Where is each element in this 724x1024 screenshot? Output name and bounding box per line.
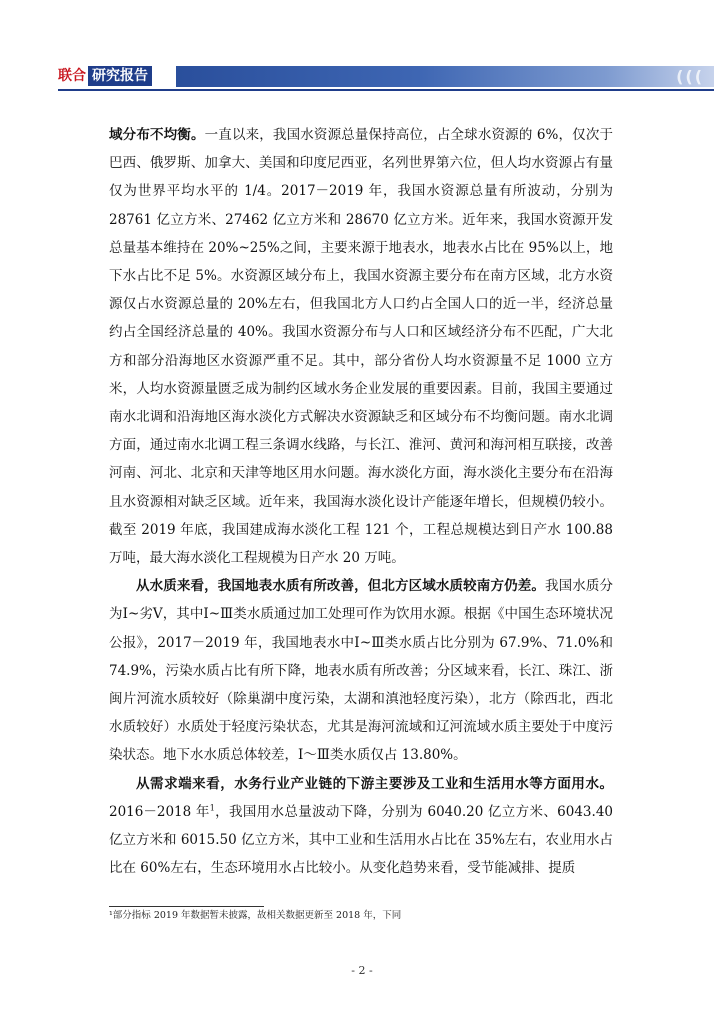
- paragraph-text: 2016－2018 年: [109, 803, 210, 820]
- banner-watermark: (((: [676, 67, 704, 86]
- header-banner: [176, 66, 714, 87]
- paragraph-water-demand: [109, 770, 613, 883]
- footnote: ¹部分指标 2019 年数据暂未披露，故相关数据更新至 2018 年，下同: [109, 910, 402, 921]
- paragraph-lead: 从水质来看，我国地表水质有所改善，但北方区域水质较南方仍差。: [136, 578, 545, 595]
- paragraph-text-continued: ，我国用水总量波动下降，分别为 6040.20 亿立方米、6043.40 亿立方米和 6015.50 亿立方米，其中工业和生活用水占比在 35%左右，农业用水占比在 60%左右，生态环境用水占比较小。从变化趋势来看，受节能减排、提质: [109, 803, 613, 877]
- paragraph-lead: 从需求端来看，水务行业产业链的下游主要涉及工业和生活用水等方面用水。: [136, 775, 613, 792]
- paragraph-text: 我国水质分为Ⅰ~劣Ⅴ，其中Ⅰ~Ⅲ类水质通过加工处理可作为饮用水源。根据《中国生态环境状况公报》，2017－2019 年，我国地表水中Ⅰ~Ⅲ类水质占比分别为 67.9%、71.0%和 74.9%，污染水质占比有所下降，地表水质有所改善；分区域来看，长江、珠江、浙闽片河流水质较好（除巢湖中度污染，太湖和滇池轻度污染），北方（除西北，西北水质较好）水质处于轻度污染状态，尤其是海河流域和辽河流域水质主要处于中度污染状态。地下水水质总体较差，Ⅰ～Ⅲ类水质仅占 13.80%。: [109, 578, 614, 764]
- paragraph-lead: 域分布不均衡。: [109, 127, 205, 143]
- brand-logo: [58, 65, 152, 87]
- paragraph-water-quality: [109, 572, 613, 769]
- report-header: [58, 65, 714, 87]
- paragraph-text: 一直以来，我国水资源总量保持高位，占全球水资源的 6%，仅次于巴西、俄罗斯、加拿大、美国和印度尼西亚，名列世界第六位，但人均水资源占有量仅为世界平均水平的 1/4。2017－2019 年，我国水资源总量有所波动，分别为 28761 亿立方米、27462 亿立方米和 28670 亿立方米。近年来，我国水资源开发总量基本维持在 20%~25%之间，主要来源于地表水，地表水占比在 95%以上，地下水占比不足 5%。水资源区域分布上，我国水资源主要分布在南方区域，北方水资源仅占水资源总量的 20%左右，但我国北方人口约占全国人口的近一半，经济总量约占全国经济总量的 40%。我国水资源分布与人口和区域经济分布不匹配，广大北方和部分沿海地区水资源严重不足。其中，部分省份人均水资源量不足 1000 立方米，人均水资源量匮乏成为制约区域水务企业发展的重要因素。目前，我国主要通过南水北调和沿海地区海水淡化方式解决水资源缺乏和区域分布不均衡问题。南水北调方面，通过南水北调工程三条调水线路，与长江、淮河、黄河和海河相互联接，改善河南、河北、北京和天津等地区用水问题。海水淡化方面，海水淡化主要分布在沿海且水资源相对缺乏区域。近年来，我国海水淡化设计产能逐年增长，但规模仍较小。截至 2019 年底，我国建成海水淡化工程 121 个，工程总规模达到日产水 100.88 万吨，最大海水淡化工程规模为日产水 20 万吨。: [109, 127, 613, 567]
- page-number: - 2 -: [351, 964, 373, 977]
- header-divider: [58, 89, 714, 91]
- footnote-divider: [109, 906, 264, 907]
- brand-name-part2: 研究报告: [88, 66, 152, 86]
- footnote-reference[interactable]: 1: [209, 803, 215, 813]
- brand-name-part1: 联合: [58, 68, 86, 84]
- main-content: [109, 121, 613, 882]
- paragraph-water-distribution: [109, 121, 613, 572]
